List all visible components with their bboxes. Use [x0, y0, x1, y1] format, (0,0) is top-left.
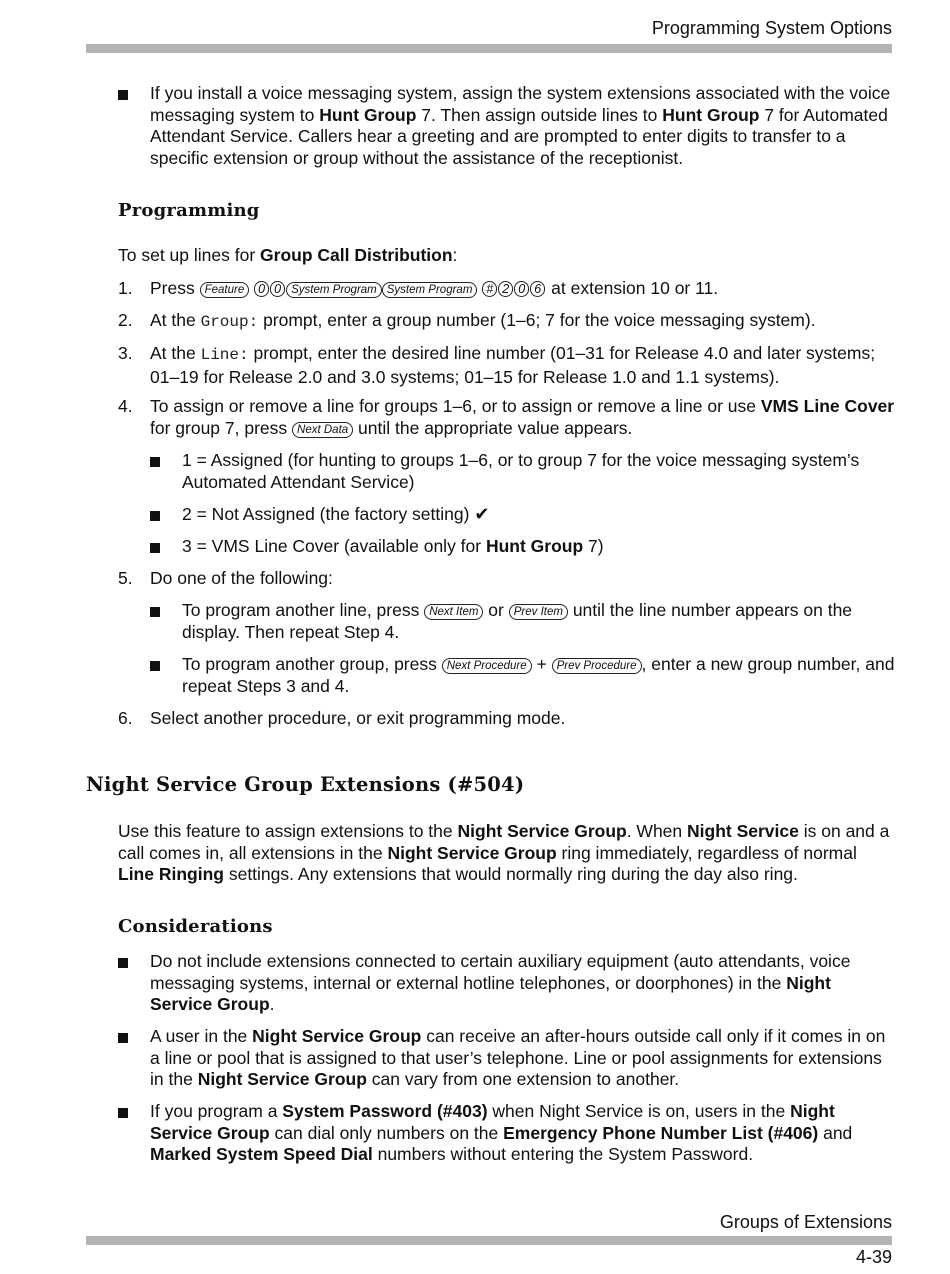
intro-bullet-text: If you install a voice messaging system, assign the system extensions associated with the voice messaging system to Hunt Group 7. Then assign outside lines to Hunt Group 7 for Automated Attendant Service. Callers hear a greeting and are prompted to enter digits to transfer to a specific extension or group without the assistance of the receptionist. — [150, 83, 891, 168]
header-rule — [86, 44, 892, 53]
step-number: 4. — [118, 396, 133, 416]
option-vms-line-cover: 3 = VMS Line Cover (available only for Hunt Group 7) — [182, 536, 604, 556]
step-2: At the Group: prompt, enter a group number (1–6; 7 for the voice messaging system). — [150, 310, 816, 331]
programming-heading: Programming — [118, 200, 260, 221]
step-number: 5. — [118, 568, 133, 588]
system-program-key: System Program — [286, 282, 382, 298]
checkmark-icon: ✔ — [474, 504, 490, 524]
system-program-key: System Program — [382, 282, 478, 298]
running-header: Programming System Options — [651, 18, 892, 38]
page-number: 4-39 — [855, 1247, 892, 1267]
footer-rule — [86, 1236, 892, 1245]
section-heading: Night Service Group Extensions (#504) — [86, 773, 525, 796]
step-1: Press Feature 0 0 System Program System Program # 2 0 6 at extension 10 or 11. — [150, 278, 719, 298]
feature-key: Feature — [200, 282, 250, 298]
considerations-heading: Considerations — [118, 916, 273, 937]
next-procedure-key: Next Procedure — [442, 658, 532, 674]
step-4: To assign or remove a line for groups 1–6, or to assign or remove a line or use VMS Line Cover for group 7, press Next Data until the appropriate value appears. — [150, 396, 895, 438]
step-number: 2. — [118, 310, 133, 330]
programming-lead: To set up lines for Group Call Distribution: — [118, 245, 458, 265]
option-assigned: 1 = Assigned (for hunting to groups 1–6, or to group 7 for the voice messaging system’s Automated Attendant Service) — [182, 450, 860, 492]
dial-key-0: 0 — [254, 281, 269, 297]
step-3: At the Line: prompt, enter the desired line number (01–31 for Release 4.0 and later systems; 01–19 for Release 2.0 and 3.0 systems; 01–15 for Release 1.0 and 1.1 systems). — [150, 343, 876, 387]
step-number: 6. — [118, 708, 133, 728]
next-data-key: Next Data — [292, 422, 353, 438]
dial-key-hash: # — [482, 281, 497, 297]
dial-key-0: 0 — [514, 281, 529, 297]
night-service-intro: Use this feature to assign extensions to the Night Service Group. When Night Service is on and a call comes in, all extensions in the Night Service Group ring immediately, regardless of normal Line Ringing settings. Any extensions that would normally ring during the day also ring. — [118, 821, 890, 884]
bullet-marker — [150, 457, 160, 467]
step-6: Select another procedure, or exit programming mode. — [150, 708, 566, 728]
next-item-key: Next Item — [424, 604, 483, 620]
prev-procedure-key: Prev Procedure — [552, 658, 642, 674]
bullet-marker — [150, 543, 160, 553]
bullet-marker — [150, 661, 160, 671]
consideration-1: Do not include extensions connected to certain auxiliary equipment (auto attendants, voice messaging systems, internal or external hotline telephones, or doorphones) in the Night Service Group. — [150, 951, 851, 1014]
option-not-assigned: 2 = Not Assigned (the factory setting) ✔ — [182, 504, 490, 524]
consideration-2: A user in the Night Service Group can receive an after-hours outside call only if it comes in on a line or pool that is assigned to that user’s telephone. Line or pool assignments for extensions in the Night Service Group can vary from one extension to another. — [150, 1026, 886, 1089]
bullet-marker — [150, 511, 160, 521]
bullet-marker — [118, 1108, 128, 1118]
dial-key-2: 2 — [498, 281, 513, 297]
bullet-marker — [118, 1033, 128, 1043]
dial-key-0: 0 — [270, 281, 285, 297]
bullet-marker — [118, 90, 128, 100]
step-number: 1. — [118, 278, 133, 298]
bullet-marker — [118, 958, 128, 968]
prev-item-key: Prev Item — [509, 604, 568, 620]
consideration-3: If you program a System Password (#403) when Night Service is on, users in the Night Service Group can dial only numbers on the Emergency Phone Number List (#406) and Marked System Speed Dial numbers without entering the System Password. — [150, 1101, 853, 1164]
dial-key-6: 6 — [530, 281, 545, 297]
step-5-option-group: To program another group, press Next Procedure + Prev Procedure , enter a new group number, and repeat Steps 3 and 4. — [182, 654, 895, 696]
step-5: Do one of the following: — [150, 568, 333, 588]
step-number: 3. — [118, 343, 133, 363]
footer-section-title: Groups of Extensions — [719, 1212, 892, 1232]
bullet-marker — [150, 607, 160, 617]
step-5-option-line: To program another line, press Next Item or Prev Item until the line number appears on the display. Then repeat Step 4. — [182, 600, 853, 642]
